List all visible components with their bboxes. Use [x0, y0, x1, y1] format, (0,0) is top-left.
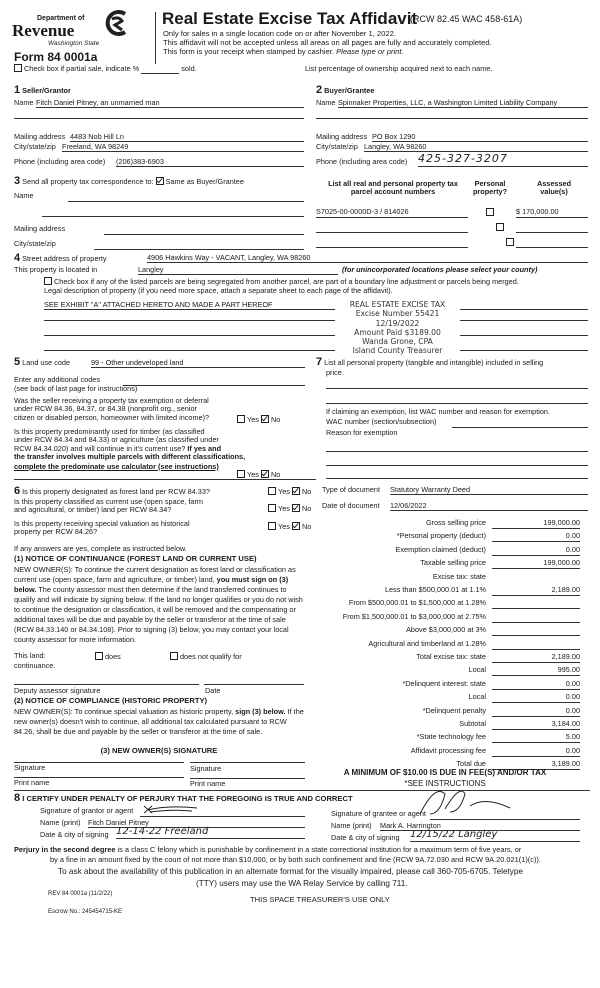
reason-line[interactable] [326, 478, 588, 479]
personal-property-checkbox[interactable] [496, 223, 504, 231]
excise-label: Agricultural and timberland at 1.28% [368, 638, 486, 648]
yes-label: Yes [247, 415, 259, 424]
q-bold: the transfer involves multiple parcels with different classifications, [14, 452, 246, 462]
header-line3 [163, 48, 404, 57]
seller-name-label: Name [14, 98, 34, 107]
section-number: 6 [14, 485, 21, 497]
excise-value-field[interactable]: 0.00 [492, 532, 580, 542]
section-number: 5 [14, 356, 21, 368]
excise-label: Local [468, 665, 486, 675]
section-number: 4 [14, 252, 21, 264]
excise-value-field[interactable]: 199,000.00 [492, 559, 580, 569]
stamp-line: Amount Paid $3189.00 [354, 327, 441, 337]
legal-label: Legal description of property (if you need more space, attach a separate sheet to each page of the affidavit). [44, 286, 393, 295]
partial-percent-field[interactable] [141, 65, 179, 74]
seller-phone-field[interactable]: (206)383-6903 [116, 158, 304, 167]
buyer-mail-field[interactable]: PO Box 1290 [372, 133, 588, 142]
segregate-row [44, 277, 519, 286]
header-divider [155, 12, 156, 64]
excise-value-field[interactable] [492, 613, 580, 623]
notice1-text [14, 565, 304, 645]
seller-name-field[interactable]: Fitch Daniel Pitney, an unmarried man [36, 99, 304, 108]
escrow-number [48, 909, 122, 916]
excise-value-field[interactable]: 0.00 [492, 680, 580, 690]
buyer-city-field[interactable]: Langley, WA 98260 [364, 143, 588, 152]
street-label-text: Street address of property [22, 254, 107, 263]
section-number: 1 [14, 84, 21, 96]
land-use-label-text: Land use code [22, 358, 71, 367]
personal-property-checkbox[interactable] [486, 208, 494, 216]
no-checkbox[interactable] [261, 470, 269, 478]
seller-mail-field[interactable]: 4483 Nob Hill Ln [70, 133, 304, 142]
alternate-format-text: To ask about the availability of this publication in an alternate format for the visually impaired, please call 360-705-6705. Teletype [58, 867, 523, 876]
located-label: This property is located in [14, 265, 98, 274]
doc-date-field[interactable]: 12/06/2022 [390, 502, 588, 511]
q-line: citizen or disabled person, homeowner with limited income)? [14, 412, 210, 422]
perjury-text [14, 846, 521, 855]
yes-checkbox[interactable] [268, 487, 276, 495]
parcel-header-2: parcel account numbers [350, 187, 436, 197]
notice2-text [14, 707, 304, 737]
dor-logo-icon [103, 10, 129, 36]
does-not-label: does not qualify for [180, 652, 242, 661]
excise-label: Taxable selling price [420, 558, 486, 568]
corr-mail-label: Mailing address [14, 224, 66, 233]
notice-text: If the new owner(s) doesn't wish to continue, all additional tax calculated pursuant to RCW 84.26, shall be due and payable by the seller or transferor at the time of sale. [14, 707, 304, 736]
corr-name-line2 [42, 216, 304, 217]
assessed-header-2: value(s) [540, 187, 568, 197]
does-label: does [105, 652, 121, 661]
deputy-signature-label: Deputy assessor signature [14, 686, 101, 695]
q-line: under RCW 84.34 and 84.33) or agriculture (as classified under [14, 435, 219, 445]
certify-text: I CERTIFY UNDER PENALTY OF PERJURY THAT THE FOREGOING IS TRUE AND CORRECT [22, 794, 353, 803]
revenue-logo-text: Revenue [12, 21, 75, 40]
personal-property-line[interactable] [326, 388, 588, 389]
q-line: property per RCW 84.26? [14, 527, 98, 537]
yes-label: Yes [278, 487, 290, 496]
deputy-signature-line[interactable] [14, 684, 199, 685]
seller-phone-label: Phone (including area code) [14, 157, 106, 166]
personal-property-checkbox[interactable] [506, 238, 514, 246]
stamp-line: Wanda Grone, CPA [362, 337, 433, 346]
seller-heading-text: Seller/Grantor [22, 86, 71, 95]
header-line3-italic: Please type or print. [336, 47, 404, 56]
excise-value-field[interactable] [492, 626, 580, 636]
doc-type-label: Type of document [322, 485, 381, 494]
excise-label: Less than $500,000.01 at 1.1% [384, 585, 486, 594]
seller-city-label: City/state/zip [14, 142, 56, 151]
exemption-claim-label: If claiming an exemption, list WAC number and reason for exemption. [326, 407, 551, 416]
additional-codes-label: Enter any additional codes [14, 375, 100, 384]
perjury-text-2: by a fine in an amount fixed by the court of not more than $10,000, or by both such confinement and fine (RCW 9A.72.030 and RCW 9A.20.021(1)(c)). [50, 855, 541, 864]
grantee-signature-mark [410, 784, 530, 818]
does-not-option [170, 652, 242, 661]
grantee-date-field[interactable]: 12/15/22 Langley [410, 829, 580, 842]
grantor-signature-field[interactable] [140, 807, 305, 817]
partial-sale-row [14, 64, 197, 74]
treasurer-use-label: THIS SPACE TREASURER'S USE ONLY [250, 895, 390, 904]
header-line2: This affidavit will not be accepted unless all areas on all pages are fully and accurately completed. [163, 38, 492, 47]
rcw-reference: (RCW 82.45 WAC 458-61A) [410, 14, 523, 24]
grantee-date-label: Date & city of signing [331, 833, 400, 842]
partial-sale-label: Check box if partial sale, indicate % [24, 64, 140, 73]
assessed-value-field[interactable] [516, 223, 588, 233]
segregate-label: Check box if any of the listed parcels are being segregated from another parcel, are part of a boundary line adjustment or parcels being merged. [54, 277, 519, 286]
reason-line[interactable] [326, 451, 588, 452]
header-line3-text: This form is your receipt when stamped by cashier. [163, 47, 334, 56]
historic-question [14, 520, 190, 537]
excise-value-field[interactable]: 995.00 [492, 666, 580, 676]
excise-label: *Personal property (deduct) [396, 531, 486, 541]
legal-line [44, 335, 588, 336]
wac-label: WAC number (section/subsection) [326, 417, 437, 426]
grantee-sig-label: Signature of grantee or agent [331, 809, 426, 818]
yes-checkbox[interactable] [237, 470, 245, 478]
buyer-phone-label: Phone (including area code) [316, 157, 408, 166]
same-as-buyer-checkbox[interactable] [156, 177, 164, 185]
grantor-sig-label: Signature of grantor or agent [40, 806, 134, 815]
excise-label: Exemption claimed (deduct) [395, 544, 486, 554]
signature-line[interactable] [190, 762, 305, 763]
legal-description-field[interactable]: SEE EXHIBIT "A" ATTACHED HERETO AND MADE A PART HEREOF [44, 301, 588, 310]
excise-label: Gross selling price [425, 518, 486, 527]
perjury-rest: is a class C felony which is punishable by confinement in a state correctional institution for a maximum term of five years, or [117, 845, 522, 854]
q-line: Is this property receiving special valuation as historical [14, 519, 190, 528]
excise-label: Affidavit processing fee [410, 745, 486, 755]
yes-checkbox[interactable] [268, 504, 276, 512]
section-number: 2 [316, 84, 323, 96]
stamp-line: Island County Treasurer [352, 346, 443, 356]
grantee-signature-field[interactable] [430, 810, 580, 820]
forest-question [14, 485, 210, 498]
notice-bold: sign (3) below. [235, 707, 286, 716]
corr-city-field[interactable] [94, 240, 304, 250]
yes-label: Yes [278, 522, 290, 531]
deputy-date-label: Date [205, 686, 221, 695]
excise-value-field[interactable]: 0.00 [492, 707, 580, 717]
assessed-value-field[interactable] [516, 238, 588, 248]
located-field[interactable]: Langley [138, 266, 338, 275]
additional-codes-field[interactable] [123, 376, 305, 386]
grantor-date-label: Date & city of signing [40, 830, 109, 839]
print-name-label: Print name [14, 778, 50, 787]
this-land-label: This land: [14, 651, 46, 660]
personal-header [470, 180, 510, 197]
excise-value-field[interactable]: 3,184.00 [492, 720, 580, 730]
excise-label: Total due [456, 759, 486, 769]
reason-label: Reason for exemption [326, 428, 398, 437]
continuance-label: continuance. [14, 661, 56, 670]
parcel-number-field[interactable] [316, 238, 468, 248]
located-note: (for unincorporated locations please select your county) [342, 265, 538, 274]
excise-value-field[interactable]: 199,000.00 [492, 519, 580, 529]
q-line: and agricultural, or timber) land per RCW 84.34? [14, 505, 172, 515]
corr-mail-field[interactable] [104, 225, 304, 235]
correspondence-row [14, 175, 244, 188]
excise-value-field[interactable] [492, 640, 580, 650]
page-title: Real Estate Excise Tax Affidavit [162, 9, 418, 28]
grantee-name-label: Name (print) [331, 821, 372, 830]
buyer-blank-line [316, 118, 588, 119]
parcel-header [318, 180, 468, 197]
buyer-city-label: City/state/zip [316, 142, 358, 151]
yes-label: Yes [278, 504, 290, 513]
revision-label: REV 84 0001a (11/2/22) [48, 891, 113, 897]
q-line: under RCW 84.36, 84.37, or 84.38 (nonprofit org., senior [14, 404, 197, 414]
tty-text: (TTY) users may use the WA Relay Service by calling 711. [196, 879, 408, 888]
excise-value-field[interactable]: 0.00 [492, 693, 580, 703]
notice-text: NEW OWNER(S): To continue the current designation as forest land or classification as current use (open space, farm and agriculture, or timber) land, [14, 565, 296, 584]
wac-field[interactable] [452, 418, 588, 428]
forest-yes-no [268, 487, 311, 496]
segregate-checkbox[interactable] [44, 277, 52, 285]
excise-value-field[interactable]: 0.00 [492, 546, 580, 556]
grantor-name-label: Name (print) [40, 818, 81, 827]
dept-label: Department of [37, 15, 85, 22]
minimum-notice: A MINIMUM OF $10.00 IS DUE IN FEE(S) AND/OR TAX [343, 768, 547, 777]
buyer-phone-field[interactable]: 425-327-3207 [418, 153, 588, 167]
price-label: price. [326, 368, 344, 377]
excise-label: *Delinquent interest: state [402, 678, 486, 688]
street-label [14, 252, 107, 265]
seller-city-field[interactable]: Freeland, WA 98249 [62, 143, 304, 152]
notice-bold: you must sign on (3) below. [14, 575, 289, 594]
grantor-signature-mark [142, 803, 202, 815]
timber-yes-no [237, 470, 280, 479]
section-number: 7 [316, 356, 323, 368]
grantee-name-field[interactable]: Mark A. Harrington [380, 822, 580, 831]
partial-sale-checkbox[interactable] [14, 64, 22, 72]
stamp-line: 12/19/2022 [375, 318, 420, 328]
excise-label: Excise tax: state [432, 571, 486, 581]
q-line: RCW 84.34.020) and will continue in it's current use? [14, 443, 186, 453]
street-field[interactable]: 4906 Hawkins Way - VACANT, Langley, WA 98260 [147, 254, 588, 263]
parcel-header-1: List all real and personal property tax [328, 179, 458, 188]
notice-text: The county assessor must then determine if the land transferred continues to qualify and will indicate by signing below. If the land no longer qualifies or you do not wish to continue the designation or classification, it will be removed and the compensating or additional taxes will be due and payable by the seller or transferor at the time of sale (RCW 84.33.140 or 84.34.108). Prior to signing (3) below, you may contact your local county assessor for more information. [14, 585, 303, 644]
no-checkbox[interactable] [292, 522, 300, 530]
land-use-field[interactable]: 99 - Other undeveloped land [91, 359, 305, 368]
no-label: No [301, 504, 312, 513]
legal-line [44, 350, 588, 351]
treasurer-stamp [335, 300, 460, 356]
current-use-yes-no [268, 504, 311, 513]
q-line: Is this property classified as current use (open space, farm [14, 497, 203, 506]
excise-label: *State technology fee [416, 732, 486, 742]
q-bold-underline: complete the predominate use calculator (see instructions) [14, 461, 219, 471]
header-line1: Only for sales in a single location code on or after November 1, 2022. [163, 29, 397, 38]
seller-mail-label: Mailing address [14, 132, 66, 141]
excise-value-field[interactable] [492, 599, 580, 609]
escrow-value: 245454715-KE [82, 909, 123, 915]
q-line: Was the seller receiving a property tax exemption or deferral [14, 396, 209, 405]
sold-label: sold. [181, 64, 197, 73]
section-number: 8 [14, 792, 21, 804]
no-label: No [270, 415, 281, 424]
grantor-name-field[interactable]: Fitch Daniel Pitney [88, 819, 305, 828]
doc-type-field[interactable]: Statutory Warranty Deed [390, 486, 588, 495]
excise-label: From $500,000.01 to $1,500,000 at 1.28% [348, 598, 486, 608]
form-number: Form 84 0001a [14, 50, 98, 64]
corr-city-label: City/state/zip [14, 239, 56, 248]
state-label: Washington State [48, 40, 100, 47]
grantor-date-field[interactable]: 12-14-22 Freeland [116, 826, 305, 839]
seller-heading [14, 84, 71, 97]
excise-label: Local [468, 692, 486, 702]
see-instructions: *SEE INSTRUCTIONS [404, 779, 486, 788]
reason-line[interactable] [326, 465, 588, 466]
buyer-name-label: Name [316, 98, 336, 107]
no-label: No [270, 470, 281, 479]
personal-header-1: Personal [474, 179, 506, 188]
signature-label: Signature [14, 763, 46, 772]
no-checkbox[interactable] [292, 504, 300, 512]
excise-label: Subtotal [459, 719, 486, 728]
same-as-buyer-label: Same as Buyer/Grantee [165, 177, 244, 186]
doc-date-label: Date of document [322, 501, 380, 510]
perjury-bold: Perjury in the second degree [14, 845, 116, 854]
parcel-number-field[interactable] [316, 223, 468, 233]
q-bold: If yes and [187, 443, 222, 453]
personal-property-line[interactable] [326, 403, 588, 404]
stamp-line: REAL ESTATE EXCISE TAX [349, 300, 446, 309]
correspondence-label: Send all property tax correspondence to: [22, 177, 154, 186]
excise-value-field[interactable]: 5.00 [492, 733, 580, 743]
buyer-name-field[interactable]: Spinnaker Properties, LLC, a Washington Limited Liability Company [338, 99, 588, 108]
assessed-header [520, 180, 588, 197]
exemption-question [14, 397, 209, 422]
parcel-number-field[interactable]: S7025-00-0000D-3 / 814026 [316, 208, 468, 218]
does-not-checkbox[interactable] [170, 652, 178, 660]
excise-value-field[interactable]: 3,189.00 [492, 760, 580, 770]
no-label: No [301, 522, 312, 531]
seller-blank-line [14, 118, 304, 119]
timber-question [14, 428, 245, 471]
does-option [95, 652, 121, 661]
no-label: No [301, 487, 312, 496]
personal-header-2: property? [472, 187, 508, 197]
additional-codes-note: (see back of last page for instructions) [14, 384, 138, 393]
excise-label: *Delinquent penalty [422, 705, 486, 715]
yes-label: Yes [247, 470, 259, 479]
buyer-heading [316, 84, 374, 97]
if-any-label: If any answers are yes, complete as instructed below. [14, 544, 187, 553]
notice1-title: (1) NOTICE OF CONTINUANCE (FOREST LAND OR CURRENT USE) [14, 554, 257, 563]
exemption-yes-no [237, 415, 280, 424]
assessed-value-field[interactable]: $ 170,000.00 [516, 208, 588, 218]
buyer-mail-label: Mailing address [316, 132, 368, 141]
does-checkbox[interactable] [95, 652, 103, 660]
deputy-date-line[interactable] [204, 684, 304, 685]
excise-label: From $1,500,000.01 to $3,000,000 at 2.75% [342, 611, 486, 621]
escrow-label: Escrow No.: [48, 909, 81, 915]
no-checkbox[interactable] [261, 415, 269, 423]
current-use-question [14, 498, 203, 515]
personal-property-text: List all personal property (tangible and intangible) included in selling [324, 358, 544, 367]
ownership-note: List percentage of ownership acquired next to each name. [305, 64, 493, 73]
land-use-label [14, 356, 70, 369]
excise-value-field[interactable]: 0.00 [492, 747, 580, 757]
excise-label: Above $3,000,000 at 3% [406, 625, 486, 635]
forest-q-text: Is this property designated as forest land per RCW 84.33? [22, 487, 210, 496]
signature-label: Signature [190, 764, 222, 773]
print-name-label: Print name [190, 779, 226, 788]
legal-line [44, 320, 588, 321]
corr-name-label: Name [14, 191, 34, 200]
yes-checkbox[interactable] [268, 522, 276, 530]
excise-label: Total excise tax: state [416, 652, 486, 661]
notice3-title: (3) NEW OWNER(S) SIGNATURE [100, 746, 218, 755]
q-line: Is this property predominantly used for timber (as classified [14, 427, 205, 436]
excise-value-field[interactable]: 2,189.00 [492, 586, 580, 596]
excise-value-field[interactable]: 2,189.00 [492, 653, 580, 663]
notice-text: NEW OWNER(S): To continue special valuation as historic property, [14, 707, 234, 716]
no-checkbox[interactable] [292, 487, 300, 495]
stamp-line: Excise Number 55421 [355, 309, 440, 319]
buyer-heading-text: Buyer/Grantee [324, 86, 375, 95]
notice2-title: (2) NOTICE OF COMPLIANCE (HISTORIC PROPERTY) [14, 696, 208, 705]
corr-name-field[interactable] [68, 192, 304, 202]
section-number: 3 [14, 175, 21, 187]
assessed-header-1: Assessed [536, 179, 572, 188]
yes-checkbox[interactable] [237, 415, 245, 423]
personal-property-label [316, 356, 543, 369]
